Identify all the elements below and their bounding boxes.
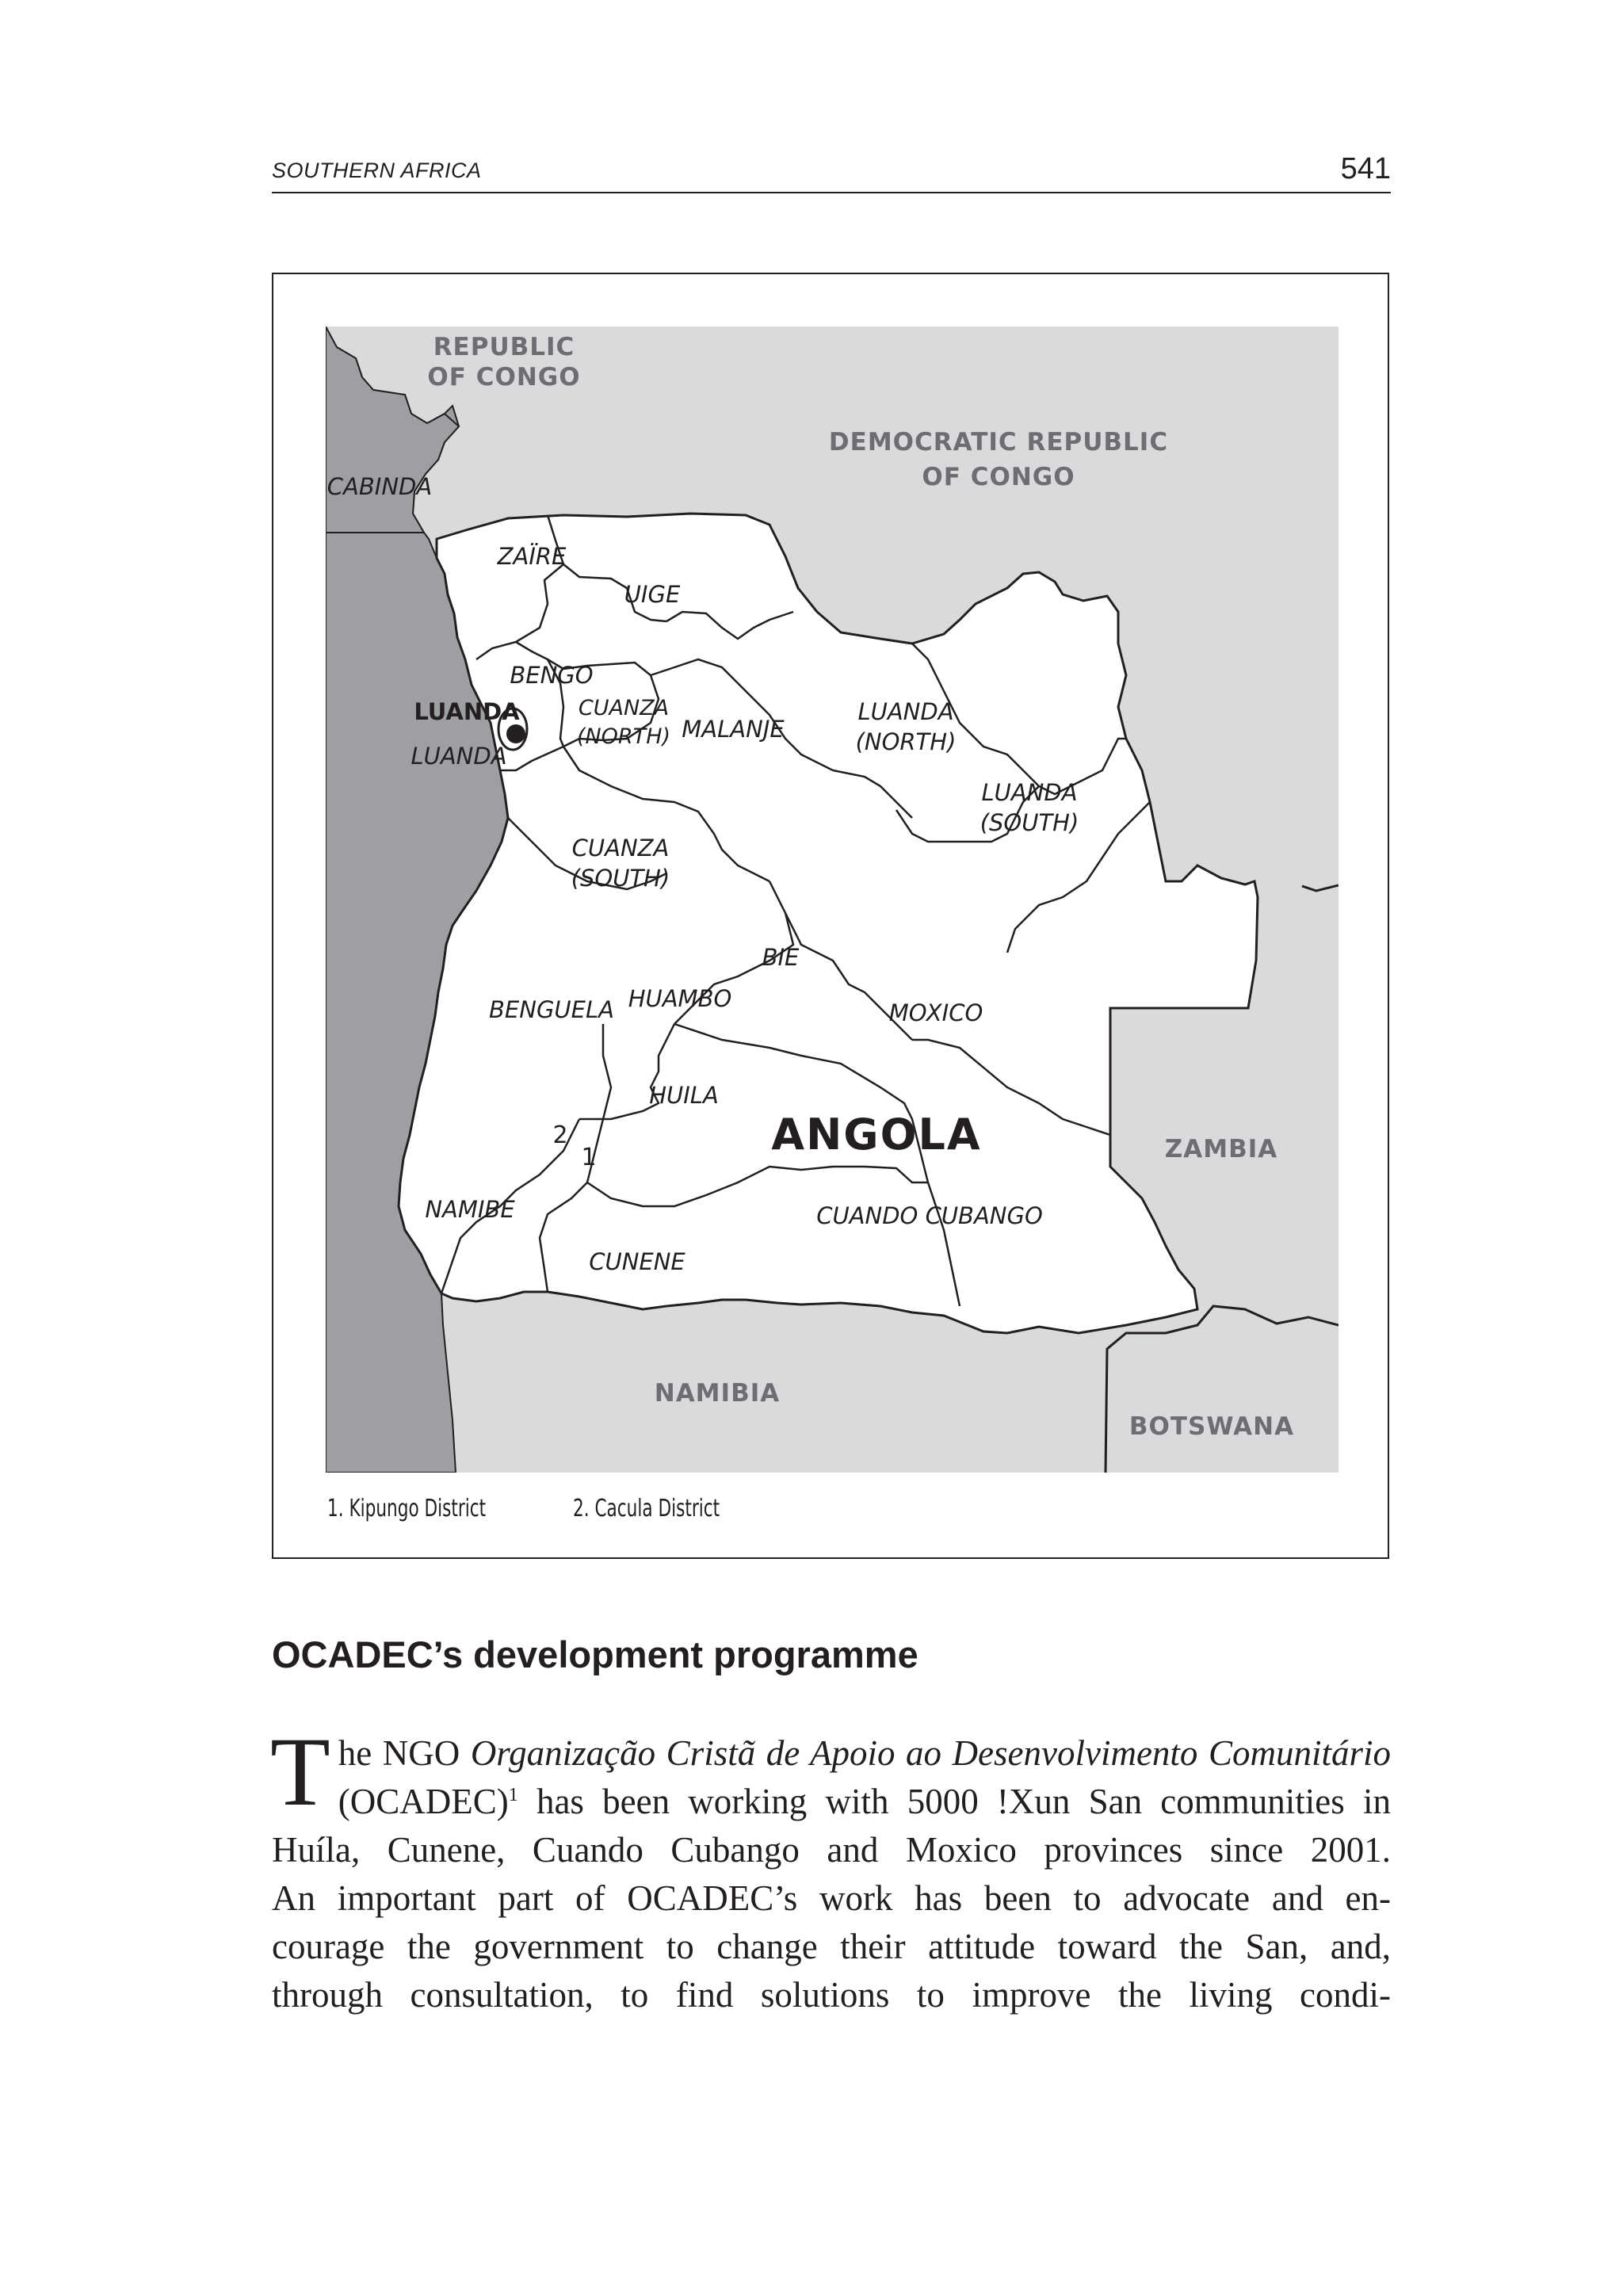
label-moxico: MOXICO: [888, 999, 983, 1026]
label-cuanza-south-2: (SOUTH): [571, 865, 670, 892]
map-caption-cacula: 2. Cacula District: [573, 1495, 720, 1522]
label-bengo: BENGO: [510, 662, 594, 689]
organization-name: Organização Cristã de Apoio ao Desenvolvimento Comunitário: [470, 1733, 1392, 1773]
label-namibe: NAMIBE: [425, 1196, 515, 1223]
section-heading: OCADEC’s development programme: [272, 1633, 918, 1675]
body-line-1: [272, 1729, 1391, 1778]
map-figure: [272, 273, 1389, 1559]
label-zambia: ZAMBIA: [1164, 1135, 1278, 1163]
label-zaire: ZAÏRE: [497, 543, 567, 570]
label-cunene: CUNENE: [589, 1248, 685, 1275]
label-uige: UIGE: [624, 581, 681, 608]
label-drc-1: DEMOCRATIC REPUBLIC: [828, 428, 1169, 457]
label-republic-of-congo-2: OF CONGO: [427, 363, 581, 392]
label-cuanza-south-1: CUANZA: [571, 835, 670, 861]
body-line-2-rest: has been working with 5000 !Xun San communities in: [517, 1782, 1391, 1821]
label-benguela: BENGUELA: [489, 996, 614, 1023]
body-line-5: courage the government to change their attitude toward the San, and,: [272, 1927, 1391, 1966]
label-angola: ANGOLA: [771, 1110, 982, 1159]
body-line-3: Huíla, Cunene, Cuando Cubango and Moxico provinces since 2001.: [272, 1830, 1391, 1870]
label-luanda-south-2: (SOUTH): [980, 809, 1079, 836]
body-line-2: [272, 1778, 1391, 1826]
label-luanda-north-2: (NORTH): [855, 728, 957, 755]
label-huila: HUILA: [649, 1082, 719, 1109]
district-marker-1: 1: [581, 1144, 597, 1171]
angola-map: [326, 327, 1338, 1473]
body-line-1-lead: he NGO: [338, 1733, 471, 1773]
district-marker-2: 2: [552, 1121, 568, 1149]
section-label: SOUTHERN AFRICA: [272, 159, 482, 182]
footnote-marker: 1: [508, 1785, 518, 1805]
label-cuando-cubango: CUANDO CUBANGO: [816, 1202, 1043, 1229]
label-bie: BIE: [762, 944, 800, 971]
luanda-city-marker: [506, 724, 525, 743]
drop-cap: T: [270, 1717, 330, 1826]
label-botswana: BOTSWANA: [1128, 1412, 1295, 1441]
label-cuanza-north-1: CUANZA: [578, 696, 670, 720]
page-number: 541: [1340, 152, 1391, 185]
ocadec-acronym: (OCADEC): [338, 1782, 509, 1821]
label-cabinda: CABINDA: [327, 473, 433, 500]
label-namibia: NAMIBIA: [654, 1379, 781, 1408]
label-cuanza-north-2: (NORTH): [576, 724, 671, 749]
label-luanda-province: LUANDA: [411, 743, 507, 770]
article-body: [270, 1717, 1392, 2019]
body-line-4: An important part of OCADEC’s work has been to advocate and en-: [272, 1878, 1391, 1918]
running-header: [272, 152, 1391, 193]
label-luanda-city: LUANDA: [414, 698, 520, 725]
body-line-6: through consultation, to find solutions to improve the living condi-: [272, 1975, 1391, 2015]
map-caption-kipungo: 1. Kipungo District: [327, 1495, 487, 1522]
label-luanda-north-1: LUANDA: [857, 698, 954, 725]
label-republic-of-congo-1: REPUBLIC: [433, 333, 575, 361]
label-malanje: MALANJE: [682, 716, 785, 743]
label-huambo: HUAMBO: [628, 985, 732, 1012]
label-luanda-south-1: LUANDA: [981, 779, 1078, 806]
label-drc-2: OF CONGO: [922, 463, 1075, 491]
